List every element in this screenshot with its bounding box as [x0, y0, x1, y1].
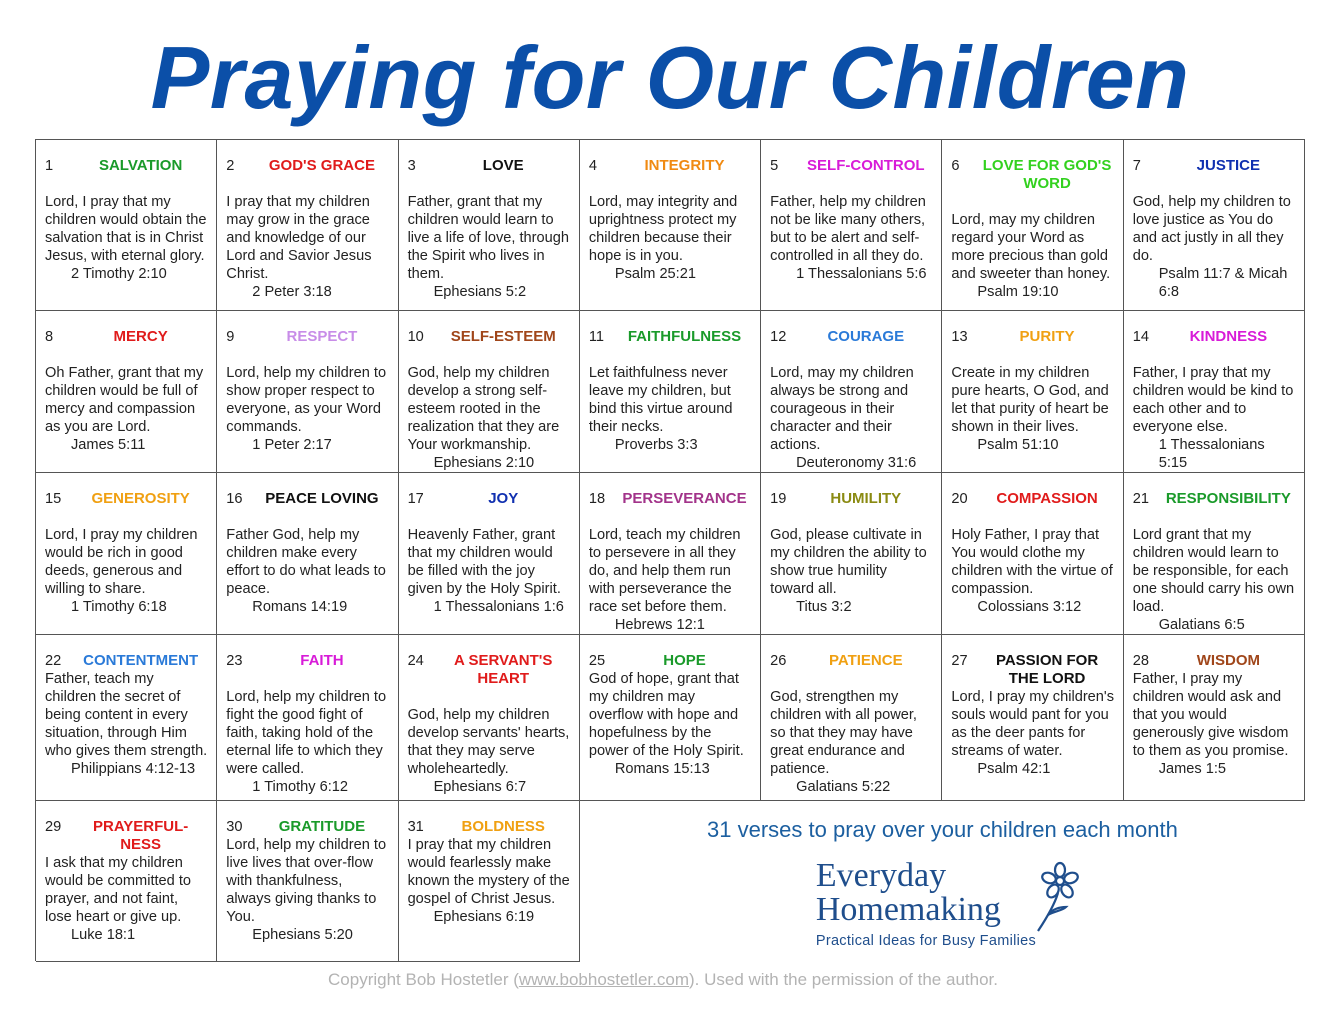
- day-number: 30: [226, 819, 243, 835]
- verse-reference: Luke 18:1: [71, 927, 136, 943]
- day-cell: [580, 311, 761, 473]
- prayer-text: God, help my children develop a strong self-esteem rooted in the realization that they are Your workmanship.: [407, 365, 560, 453]
- day-cell: [36, 140, 217, 311]
- day-number: 17: [407, 491, 424, 507]
- prayer-text: Lord, I pray my children would be rich in good deeds, generous and willing to share.: [45, 527, 198, 597]
- flower-icon: [1034, 861, 1086, 937]
- day-number: 19: [770, 491, 787, 507]
- day-cell: [942, 140, 1123, 311]
- day-theme: GOD'S GRACE: [268, 157, 375, 174]
- prayer-text: Father, grant that my children would learn to live a life of love, through the Spirit who lives in them.: [407, 194, 569, 282]
- day-number: 26: [770, 653, 787, 669]
- day-number: 4: [588, 158, 597, 174]
- prayer-text: Lord, may my children regard your Word as more precious than gold and sweeter than honey.: [951, 212, 1111, 282]
- day-header: [951, 157, 1114, 193]
- day-number: 20: [951, 491, 968, 507]
- verse-reference: Psalm 51:10: [977, 437, 1059, 453]
- day-theme: COURAGE: [827, 328, 905, 345]
- day-header: [45, 328, 208, 346]
- day-header: [770, 490, 933, 508]
- prayer-text: Lord grant that my children would learn to be responsible, for each one should carry his own load.: [1132, 527, 1295, 615]
- copyright-notice: [0, 970, 1326, 990]
- prayer-text: Lord, help my children to fight the good fight of faith, taking hold of the eternal life to which they were called.: [226, 689, 387, 777]
- day-cell: [942, 473, 1123, 635]
- day-theme: JOY: [488, 490, 519, 507]
- day-theme: PERSEVERANCE: [622, 490, 747, 507]
- prayer-text: God, help my children develop servants' hearts, that they may serve wholeheartedly.: [407, 707, 570, 777]
- day-header: [408, 490, 571, 508]
- prayer-text: God, help my children to love justice as You do and act justly in all they do.: [1132, 194, 1291, 264]
- everyday-homemaking-logo: [816, 859, 1086, 953]
- day-theme: HUMILITY: [830, 490, 902, 507]
- day-header: [226, 652, 389, 670]
- day-header: [951, 328, 1114, 346]
- day-theme: SELF-CONTROL: [807, 157, 925, 174]
- promo-panel: [580, 801, 1305, 962]
- day-cell: [36, 311, 217, 473]
- page-title: Praying for Our Children: [150, 28, 1190, 127]
- day-cell: [580, 140, 761, 311]
- prayer-text: Lord, help my children to live lives that over-flow with thankfulness, always giving thanks to You.: [226, 837, 387, 925]
- day-number: 14: [1132, 329, 1149, 345]
- day-cell: [217, 801, 398, 962]
- day-number: 27: [951, 653, 968, 669]
- day-number: 18: [588, 491, 606, 507]
- promo-tagline: 31 verses to pray over your children each month: [707, 817, 1178, 842]
- logo-line-2: Homemaking: [815, 891, 1001, 928]
- day-header: [45, 818, 208, 854]
- verse-reference: Psalm 42:1: [977, 761, 1051, 777]
- verse-reference: Ephesians 5:2: [433, 284, 527, 300]
- day-cell: [399, 635, 580, 801]
- day-cell: [1124, 311, 1305, 473]
- day-cell: [580, 473, 761, 635]
- day-number: 24: [407, 653, 424, 669]
- day-cell: [761, 635, 942, 801]
- day-header: [1133, 328, 1296, 346]
- verse-reference: Proverbs 3:3: [614, 437, 698, 453]
- prayer-text: I pray that my children may grow in the grace and knowledge of our Lord and Savior Jesus Christ.: [226, 194, 372, 282]
- day-cell: [217, 311, 398, 473]
- day-cell: [399, 311, 580, 473]
- day-header: [589, 157, 752, 175]
- day-number: 6: [951, 158, 960, 174]
- author-website-link[interactable]: www.bobhostetler.com: [518, 970, 689, 989]
- day-theme: PASSION FOR THE LORD: [995, 652, 1099, 687]
- day-cell: [580, 635, 761, 801]
- day-cell: [217, 473, 398, 635]
- day-theme: PURITY: [1019, 328, 1075, 345]
- day-number: 16: [226, 491, 243, 507]
- prayer-text: God of hope, grant that my children may overflow with hope and hopefulness by the power of the Holy Spirit.: [588, 671, 744, 759]
- day-header: [45, 652, 208, 670]
- day-theme: LOVE: [482, 157, 524, 174]
- day-theme: SALVATION: [98, 157, 183, 174]
- prayer-text: Create in my children pure hearts, O God, and let that purity of heart be shown in their lives.: [951, 365, 1109, 435]
- day-cell: [1124, 140, 1305, 311]
- verse-reference: Ephesians 2:10: [433, 455, 535, 471]
- prayer-text: Lord, I pray that my children would obtain the salvation that is in Christ Jesus, with eternal glory.: [45, 194, 207, 264]
- verse-reference: 1 Timothy 6:12: [252, 779, 349, 795]
- day-theme: GENEROSITY: [91, 490, 190, 507]
- day-theme: FAITH: [300, 652, 344, 669]
- day-theme: WISDOM: [1196, 652, 1261, 669]
- day-header: [589, 490, 752, 508]
- day-theme: RESPONSIBILITY: [1165, 490, 1291, 507]
- prayer-text: Father, I pray my children would ask and that you would generously give wisdom to them as you promise.: [1132, 671, 1289, 759]
- logo-line-1: Everyday: [815, 857, 947, 894]
- verse-reference: Galatians 5:22: [796, 779, 891, 795]
- day-cell: [1124, 473, 1305, 635]
- day-theme: JUSTICE: [1196, 157, 1261, 174]
- verse-reference: Romans 14:19: [252, 599, 348, 615]
- day-number: 22: [45, 653, 62, 669]
- day-number: 3: [407, 158, 416, 174]
- day-theme: PRAYERFUL-NESS: [92, 818, 189, 853]
- prayer-text: I ask that my children would be committed to prayer, and not faint, lose heart or give up.: [45, 855, 192, 925]
- day-cell: [761, 473, 942, 635]
- day-cell: [217, 635, 398, 801]
- logo-tagline: Practical Ideas for Busy Families: [815, 933, 1037, 949]
- day-theme: GRATITUDE: [278, 818, 366, 835]
- verse-reference: Psalm 25:21: [614, 266, 696, 282]
- verse-reference: Psalm 11:7 & Micah 6:8: [1158, 266, 1288, 300]
- verse-reference: Deuteronomy 31:6: [796, 455, 917, 471]
- prayer-text: Lord, may integrity and uprightness protect my children because their hope is in you.: [588, 194, 738, 264]
- verse-reference: 2 Timothy 2:10: [71, 266, 167, 282]
- prayer-text: God, strengthen my children with all power, so that they may have great endurance and patience.: [770, 689, 917, 777]
- day-cell: [36, 801, 217, 962]
- day-theme: BOLDNESS: [461, 818, 545, 835]
- day-header: [1133, 652, 1296, 670]
- day-cell: [1124, 635, 1305, 801]
- day-header: [45, 157, 208, 175]
- verse-reference: Romans 15:13: [614, 761, 710, 777]
- day-header: [408, 157, 571, 175]
- day-header: [408, 652, 571, 688]
- day-number: 11: [588, 329, 604, 345]
- verse-reference: 1 Thessalonians 5:6: [796, 266, 927, 282]
- day-cell: [942, 635, 1123, 801]
- verse-reference: Ephesians 5:20: [252, 927, 353, 943]
- verse-reference: Ephesians 6:7: [433, 779, 527, 795]
- verse-reference: 1 Thessalonians 1:6: [433, 599, 564, 615]
- day-cell: [399, 473, 580, 635]
- day-number: 2: [226, 158, 235, 174]
- verse-reference: Galatians 6:5: [1158, 617, 1245, 633]
- day-theme: FAITHFULNESS: [627, 328, 742, 345]
- prayer-text: Oh Father, grant that my children would be full of mercy and compassion as you are Lord.: [45, 365, 204, 435]
- day-theme: PEACE LOVING: [265, 490, 379, 507]
- day-cell: [942, 311, 1123, 473]
- day-cell: [36, 473, 217, 635]
- day-header: [45, 490, 208, 508]
- day-number: 10: [407, 329, 424, 345]
- day-number: 23: [226, 653, 243, 669]
- prayer-calendar-grid: [35, 139, 1305, 961]
- day-number: 7: [1132, 158, 1141, 174]
- prayer-text: Holy Father, I pray that You would clothe my children with the virtue of compassion.: [951, 527, 1113, 597]
- day-theme: HOPE: [663, 652, 706, 669]
- day-header: [951, 490, 1114, 508]
- prayer-text: Lord, may my children always be strong and courageous in their character and their actions.: [770, 365, 914, 453]
- verse-reference: 1 Thessalonians 5:15: [1158, 437, 1265, 471]
- day-number: 25: [588, 653, 606, 669]
- day-theme: RESPECT: [286, 328, 358, 345]
- day-theme: MERCY: [113, 328, 168, 345]
- day-cell: [36, 635, 217, 801]
- verse-reference: Colossians 3:12: [977, 599, 1082, 615]
- verse-reference: Philippians 4:12-13: [71, 761, 196, 777]
- prayer-text: Father, teach my children the secret of being content in every situation, through Him who gives them strength.: [45, 671, 208, 759]
- day-cell: [217, 140, 398, 311]
- day-cell: [761, 140, 942, 311]
- day-theme: COMPASSION: [996, 490, 1098, 507]
- day-number: 8: [45, 329, 54, 345]
- day-header: [226, 157, 389, 175]
- prayer-text: Father God, help my children make every effort to do what leads to peace.: [226, 527, 386, 597]
- day-theme: PATIENCE: [828, 652, 903, 669]
- day-number: 28: [1132, 653, 1149, 669]
- day-number: 21: [1132, 491, 1149, 507]
- verse-reference: James 5:11: [71, 437, 146, 453]
- prayer-text: God, please cultivate in my children the ability to show true humility toward all.: [770, 527, 927, 597]
- day-header: [226, 490, 389, 508]
- copyright-suffix: ). Used with the permission of the author.: [688, 970, 998, 989]
- day-theme: INTEGRITY: [644, 157, 725, 174]
- copyright-prefix: Copyright Bob Hostetler (: [328, 970, 519, 989]
- day-number: 31: [407, 819, 424, 835]
- day-header: [1133, 490, 1296, 508]
- day-number: 1: [45, 158, 54, 174]
- day-header: [770, 157, 933, 175]
- verse-reference: Ephesians 6:19: [433, 909, 535, 925]
- verse-reference: Titus 3:2: [796, 599, 852, 615]
- prayer-text: Let faithfulness never leave my children, but bind this virtue around their necks.: [588, 365, 733, 435]
- day-number: 13: [951, 329, 968, 345]
- day-header: [951, 652, 1114, 688]
- prayer-text: I pray that my children would fearlessly make known the mystery of the gospel of Christ Jesus.: [407, 837, 570, 907]
- day-cell: [399, 140, 580, 311]
- verse-reference: Hebrews 12:1: [614, 617, 705, 633]
- day-number: 15: [45, 491, 62, 507]
- day-header: [1133, 157, 1296, 175]
- day-theme: A SERVANT'S HEART: [454, 652, 553, 687]
- day-header: [770, 328, 933, 346]
- prayer-text: Heavenly Father, grant that my children would be filled with the joy given by the Holy Spirit.: [407, 527, 561, 597]
- day-number: 29: [45, 819, 62, 835]
- day-header: [408, 328, 571, 346]
- day-cell: [399, 801, 580, 962]
- verse-reference: Psalm 19:10: [977, 284, 1059, 300]
- day-number: 12: [770, 329, 787, 345]
- day-theme: SELF-ESTEEM: [450, 328, 556, 345]
- day-number: 9: [226, 329, 235, 345]
- prayer-text: Lord, help my children to show proper respect to everyone, as your Word commands.: [226, 365, 387, 435]
- day-theme: CONTENTMENT: [83, 652, 199, 669]
- prayer-text: Lord, I pray my children's souls would pant for you as the deer pants for streams of water.: [951, 689, 1114, 759]
- day-header: [770, 652, 933, 670]
- verse-reference: 1 Timothy 6:18: [71, 599, 167, 615]
- day-header: [226, 818, 389, 836]
- day-number: 5: [770, 158, 779, 174]
- prayer-text: Father, help my children not be like many others, but to be alert and self-controlled in all they do.: [770, 194, 926, 264]
- verse-reference: 1 Peter 2:17: [252, 437, 332, 453]
- prayer-text: Lord, teach my children to persevere in all they do, and help them run with perseverance the race set before them.: [588, 527, 741, 615]
- day-header: [408, 818, 571, 836]
- day-theme: LOVE FOR GOD'S WORD: [982, 157, 1112, 192]
- day-cell: [761, 311, 942, 473]
- day-header: [589, 328, 752, 346]
- day-header: [589, 652, 752, 670]
- day-header: [226, 328, 389, 346]
- day-theme: KINDNESS: [1189, 328, 1268, 345]
- verse-reference: 2 Peter 3:18: [252, 284, 332, 300]
- prayer-text: Father, I pray that my children would be kind to each other and to everyone else.: [1132, 365, 1294, 435]
- verse-reference: James 1:5: [1158, 761, 1227, 777]
